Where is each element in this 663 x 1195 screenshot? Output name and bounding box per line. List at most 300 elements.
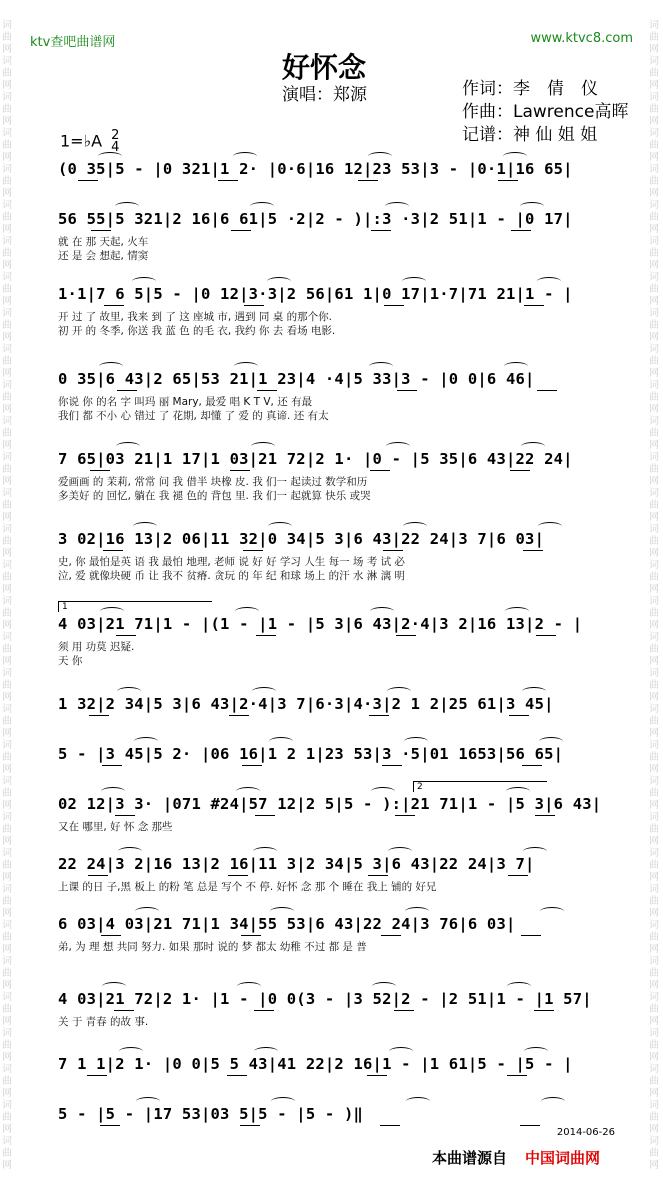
beam-underline bbox=[383, 550, 403, 551]
date-stamp: 2014-06-26 bbox=[556, 1127, 615, 1138]
watermark-glyph: 曲 bbox=[2, 788, 12, 799]
beam-underline bbox=[116, 635, 136, 636]
watermark-glyph: 网 bbox=[2, 548, 12, 559]
watermark-glyph: 曲 bbox=[649, 320, 659, 331]
beam-underline bbox=[256, 635, 276, 636]
slur-mark bbox=[267, 277, 291, 286]
watermark-glyph: 词 bbox=[2, 56, 12, 67]
watermark-glyph: 曲 bbox=[649, 536, 659, 547]
watermark-glyph: 网 bbox=[649, 1160, 659, 1171]
watermark-glyph: 网 bbox=[2, 1016, 12, 1027]
slur-mark bbox=[538, 522, 562, 531]
slur-mark bbox=[386, 442, 410, 451]
notation-line: 4 03|21 72|2 1· |1 - |0 0(3 - |3 52|2 - |2 51|1 - |1 57| bbox=[58, 990, 592, 1008]
watermark-glyph: 网 bbox=[2, 80, 12, 91]
notation-line: 4 03|21 71|1 - |(1 - |1 - |5 3|6 43|2·4|3 2|16 13|2 - | bbox=[58, 615, 583, 633]
watermark-glyph: 网 bbox=[2, 1160, 12, 1171]
watermark-glyph: 曲 bbox=[649, 32, 659, 43]
slur-mark bbox=[252, 687, 276, 696]
watermark-glyph: 曲 bbox=[649, 1004, 659, 1015]
notation-line: 22 24|3 2|16 13|2 16|11 3|2 34|5 3|6 43|22 24|3 7| bbox=[58, 855, 535, 873]
slur-mark bbox=[133, 522, 157, 531]
watermark-glyph: 曲 bbox=[2, 284, 12, 295]
watermark-glyph: 网 bbox=[649, 692, 659, 703]
watermark-glyph: 词 bbox=[2, 812, 12, 823]
beam-underline bbox=[396, 635, 416, 636]
beam-underline bbox=[498, 180, 518, 181]
slur-mark bbox=[136, 1097, 160, 1106]
beam-underline bbox=[371, 230, 391, 231]
beam-underline bbox=[254, 1010, 274, 1011]
watermark-glyph: 网 bbox=[649, 332, 659, 343]
watermark-glyph: 网 bbox=[649, 296, 659, 307]
watermark-glyph: 曲 bbox=[2, 176, 12, 187]
watermark-glyph: 曲 bbox=[2, 536, 12, 547]
slur-mark bbox=[388, 847, 412, 856]
watermark-glyph: 词 bbox=[2, 956, 12, 967]
watermark-glyph: 词 bbox=[2, 488, 12, 499]
watermark-glyph: 曲 bbox=[649, 176, 659, 187]
watermark-glyph: 曲 bbox=[649, 788, 659, 799]
watermark-glyph: 网 bbox=[2, 800, 12, 811]
watermark-glyph: 网 bbox=[2, 116, 12, 127]
watermark-glyph: 词 bbox=[649, 884, 659, 895]
watermark-glyph: 曲 bbox=[2, 1004, 12, 1015]
watermark-glyph: 曲 bbox=[649, 284, 659, 295]
watermark-glyph: 曲 bbox=[649, 1112, 659, 1123]
slur-mark bbox=[541, 1097, 565, 1106]
watermark-glyph: 网 bbox=[2, 404, 12, 415]
watermark-glyph: 网 bbox=[649, 152, 659, 163]
notation-line: 1 32|2 34|5 3|6 43|2·4|3 7|6·3|4·3|2 1 2|25 61|3 45| bbox=[58, 695, 554, 713]
watermark-glyph: 曲 bbox=[2, 464, 12, 475]
beam-underline bbox=[229, 715, 249, 716]
watermark-glyph: 网 bbox=[2, 296, 12, 307]
watermark-glyph: 曲 bbox=[649, 104, 659, 115]
watermark-glyph: 词 bbox=[649, 164, 659, 175]
watermark-glyph: 网 bbox=[2, 764, 12, 775]
watermark-glyph: 网 bbox=[649, 1052, 659, 1063]
beam-underline bbox=[507, 1075, 527, 1076]
slur-mark bbox=[403, 522, 427, 531]
beam-underline bbox=[368, 875, 388, 876]
watermark-glyph: 曲 bbox=[2, 392, 12, 403]
beam-underline bbox=[395, 815, 415, 816]
notation-line: (0 35|5 - |0 321|1 2· |0·6|16 12|23 53|3 - |0·1|16 65| bbox=[58, 160, 573, 178]
watermark-glyph: 词 bbox=[649, 740, 659, 751]
watermark-glyph: 网 bbox=[2, 980, 12, 991]
watermark-glyph: 词 bbox=[2, 1064, 12, 1075]
beam-underline bbox=[380, 1125, 400, 1126]
slur-mark bbox=[116, 442, 140, 451]
watermark-glyph: 曲 bbox=[649, 356, 659, 367]
watermark-glyph: 曲 bbox=[649, 824, 659, 835]
watermark-glyph: 网 bbox=[649, 440, 659, 451]
credits-block bbox=[462, 78, 628, 147]
slur-mark bbox=[372, 982, 396, 991]
watermark-glyph: 词 bbox=[649, 128, 659, 139]
watermark-glyph: 曲 bbox=[2, 68, 12, 79]
beam-underline bbox=[241, 935, 261, 936]
slur-mark bbox=[99, 362, 123, 371]
watermark-glyph: 词 bbox=[649, 92, 659, 103]
watermark-glyph: 词 bbox=[649, 560, 659, 571]
beam-underline bbox=[397, 390, 417, 391]
watermark-glyph: 词 bbox=[649, 200, 659, 211]
lyric-line: 还 是 会 想起, 情窦 bbox=[58, 250, 149, 262]
slur-mark bbox=[251, 442, 275, 451]
slur-mark bbox=[370, 607, 394, 616]
watermark-glyph: 曲 bbox=[649, 500, 659, 511]
watermark-glyph: 网 bbox=[649, 476, 659, 487]
notation-line: 7 1 1|2 1· |0 0|5 5 43|41 22|2 16|1 - |1 61|5 - |5 - | bbox=[58, 1055, 573, 1073]
slur-mark bbox=[406, 1097, 430, 1106]
watermark-glyph: 网 bbox=[2, 836, 12, 847]
beam-underline bbox=[510, 470, 530, 471]
watermark-glyph: 曲 bbox=[2, 824, 12, 835]
notation-line: 02 12|3 3· |071 #24|57 12|2 5|5 - ):|21 71|1 - |5 3|6 43| bbox=[58, 795, 602, 813]
beam-underline bbox=[117, 390, 137, 391]
watermark-glyph: 词 bbox=[2, 1136, 12, 1147]
site-watermark-left[interactable]: ktv查吧曲谱网 bbox=[30, 35, 116, 50]
watermark-glyph: 网 bbox=[649, 224, 659, 235]
watermark-glyph: 曲 bbox=[649, 896, 659, 907]
lyric-line: 开 过 了 故里, 我来 到 了 这 座城 市, 遇到 同 桌 的那个你. bbox=[58, 311, 332, 323]
beam-underline bbox=[522, 765, 542, 766]
beam-underline bbox=[78, 180, 98, 181]
slur-mark bbox=[503, 152, 527, 161]
slur-mark bbox=[387, 687, 411, 696]
watermark-glyph: 词 bbox=[2, 20, 12, 31]
beam-underline bbox=[90, 470, 110, 471]
time-denominator: 4 bbox=[111, 140, 120, 155]
beam-underline bbox=[88, 875, 108, 876]
beam-underline bbox=[511, 230, 531, 231]
watermark-glyph: 网 bbox=[649, 1016, 659, 1027]
key-signature bbox=[60, 130, 119, 154]
watermark-glyph: 词 bbox=[2, 704, 12, 715]
watermark-glyph: 网 bbox=[2, 260, 12, 271]
watermark-glyph: 词 bbox=[649, 776, 659, 787]
watermark-glyph: 网 bbox=[2, 728, 12, 739]
beam-underline bbox=[227, 1075, 247, 1076]
beam-underline bbox=[394, 1010, 414, 1011]
lyric-line: 天 你 bbox=[58, 655, 83, 667]
watermark-glyph: 网 bbox=[2, 656, 12, 667]
slur-mark bbox=[234, 362, 258, 371]
beam-underline bbox=[255, 815, 275, 816]
beam-underline bbox=[536, 635, 556, 636]
beam-underline bbox=[91, 230, 111, 231]
watermark-glyph: 曲 bbox=[2, 680, 12, 691]
watermark-glyph: 词 bbox=[2, 272, 12, 283]
slur-mark bbox=[118, 847, 142, 856]
slur-mark bbox=[236, 787, 260, 796]
watermark-glyph: 曲 bbox=[2, 248, 12, 259]
watermark-glyph: 词 bbox=[649, 452, 659, 463]
watermark-glyph: 曲 bbox=[2, 752, 12, 763]
watermark-glyph: 曲 bbox=[2, 32, 12, 43]
beam-underline bbox=[257, 390, 277, 391]
beam-underline bbox=[367, 1075, 387, 1076]
watermark-glyph: 词 bbox=[2, 344, 12, 355]
watermark-glyph: 曲 bbox=[2, 644, 12, 655]
watermark-glyph: 词 bbox=[649, 992, 659, 1003]
watermark-glyph: 曲 bbox=[2, 1040, 12, 1051]
watermark-glyph: 词 bbox=[649, 56, 659, 67]
watermark-glyph: 网 bbox=[2, 1124, 12, 1135]
beam-underline bbox=[218, 180, 238, 181]
watermark-glyph: 词 bbox=[649, 1064, 659, 1075]
beam-underline bbox=[102, 765, 122, 766]
slur-mark bbox=[253, 847, 277, 856]
watermark-glyph: 曲 bbox=[2, 932, 12, 943]
beam-underline bbox=[369, 715, 389, 716]
watermark-glyph: 词 bbox=[649, 632, 659, 643]
watermark-glyph: 曲 bbox=[2, 104, 12, 115]
watermark-glyph: 网 bbox=[2, 440, 12, 451]
watermark-glyph: 词 bbox=[649, 308, 659, 319]
slur-mark bbox=[523, 847, 547, 856]
watermark-glyph: 网 bbox=[649, 260, 659, 271]
time-signature bbox=[111, 130, 119, 154]
slur-mark bbox=[520, 202, 544, 211]
slur-mark bbox=[132, 277, 156, 286]
watermark-glyph: 曲 bbox=[2, 860, 12, 871]
slur-mark bbox=[271, 1097, 295, 1106]
watermark-glyph: 曲 bbox=[2, 140, 12, 151]
watermark-glyph: 曲 bbox=[2, 608, 12, 619]
composer-credit: 作曲：Lawrence高晖 bbox=[462, 102, 629, 122]
beam-underline bbox=[228, 875, 248, 876]
lyric-line: 弟, 为 理 想 共同 努力. 如果 那时 说的 梦 都太 幼稚 不过 都 是 普 bbox=[58, 941, 367, 953]
slur-mark bbox=[402, 277, 426, 286]
watermark-glyph: 曲 bbox=[2, 968, 12, 979]
beam-underline bbox=[115, 815, 135, 816]
slur-mark bbox=[135, 907, 159, 916]
watermark-glyph: 网 bbox=[2, 44, 12, 55]
watermark-glyph: 词 bbox=[2, 416, 12, 427]
beam-underline bbox=[508, 875, 528, 876]
watermark-glyph: 网 bbox=[649, 944, 659, 955]
watermark-glyph: 曲 bbox=[649, 608, 659, 619]
watermark-glyph: 词 bbox=[649, 344, 659, 355]
watermark-glyph: 网 bbox=[2, 368, 12, 379]
beam-underline bbox=[114, 1010, 134, 1011]
watermark-glyph: 网 bbox=[649, 836, 659, 847]
watermark-glyph: 词 bbox=[649, 956, 659, 967]
watermark-glyph: 词 bbox=[2, 1100, 12, 1111]
watermark-glyph: 网 bbox=[649, 116, 659, 127]
beam-underline bbox=[242, 765, 262, 766]
beam-underline bbox=[89, 715, 109, 716]
watermark-glyph: 网 bbox=[2, 476, 12, 487]
watermark-glyph: 网 bbox=[649, 512, 659, 523]
watermark-glyph: 词 bbox=[649, 596, 659, 607]
beam-underline bbox=[87, 1075, 107, 1076]
slur-mark bbox=[405, 907, 429, 916]
lyric-line: 你说 你 的名 字 叫玛 丽 Mary, 最爱 唱 K T V, 还 有最 bbox=[58, 396, 313, 408]
watermark-glyph: 网 bbox=[2, 332, 12, 343]
lyric-line: 须 用 功莫 迟疑. bbox=[58, 641, 135, 653]
watermark-glyph: 网 bbox=[649, 44, 659, 55]
watermark-glyph: 词 bbox=[2, 920, 12, 931]
watermark-glyph: 网 bbox=[649, 584, 659, 595]
slur-mark bbox=[371, 787, 395, 796]
slur-mark bbox=[389, 1047, 413, 1056]
watermark-glyph: 曲 bbox=[649, 1076, 659, 1087]
source-credit bbox=[432, 1147, 600, 1168]
watermark-glyph: 词 bbox=[649, 848, 659, 859]
slur-mark bbox=[235, 607, 259, 616]
watermark-glyph: 网 bbox=[2, 944, 12, 955]
notation-line: 0 35|6 43|2 65|53 21|1 23|4 ·4|5 33|3 - |0 0|6 46| bbox=[58, 370, 535, 388]
slur-mark bbox=[119, 1047, 143, 1056]
watermark-glyph: 网 bbox=[2, 152, 12, 163]
watermark-glyph: 网 bbox=[649, 656, 659, 667]
watermark-glyph: 网 bbox=[649, 404, 659, 415]
watermark-glyph: 曲 bbox=[2, 896, 12, 907]
beam-underline bbox=[370, 470, 390, 471]
lyric-line: 史, 你 最怕是英 语 我 最怕 地理, 老师 说 好 好 学习 人生 每一 场 考 试 必 bbox=[58, 556, 405, 568]
watermark-glyph: 网 bbox=[649, 728, 659, 739]
slur-mark bbox=[115, 202, 139, 211]
watermark-glyph: 曲 bbox=[649, 680, 659, 691]
watermark-glyph: 曲 bbox=[2, 320, 12, 331]
watermark-glyph: 词 bbox=[2, 740, 12, 751]
slur-mark bbox=[385, 202, 409, 211]
watermark-glyph: 词 bbox=[649, 236, 659, 247]
beam-underline bbox=[358, 180, 378, 181]
watermark-glyph: 词 bbox=[2, 128, 12, 139]
side-watermark-right bbox=[647, 20, 663, 1180]
watermark-glyph: 词 bbox=[649, 668, 659, 679]
notation-line: 5 - |5 - |17 53|03 5|5 - |5 - )‖ bbox=[58, 1105, 364, 1123]
slur-mark bbox=[524, 1047, 548, 1056]
watermark-glyph: 网 bbox=[2, 224, 12, 235]
beam-underline bbox=[101, 935, 121, 936]
beam-underline bbox=[104, 305, 124, 306]
beam-underline bbox=[230, 470, 250, 471]
beam-underline bbox=[537, 390, 557, 391]
lyric-line: 上课 的日 子,黑 板上 的粉 笔 总是 写个 不 停. 好怀 念 那 个 睡在 我上 铺的 好兄 bbox=[58, 881, 437, 893]
watermark-glyph: 词 bbox=[2, 992, 12, 1003]
watermark-glyph: 曲 bbox=[649, 932, 659, 943]
slur-mark bbox=[102, 982, 126, 991]
watermark-glyph: 词 bbox=[649, 488, 659, 499]
slur-mark bbox=[507, 982, 531, 991]
lyric-line: 多美好 的 回忆, 躺在 我 褪 色的 背包 里. 我 们一 起就算 快乐 或哭 bbox=[58, 490, 371, 502]
watermark-glyph: 曲 bbox=[649, 572, 659, 583]
watermark-glyph: 词 bbox=[2, 884, 12, 895]
slur-mark bbox=[539, 737, 563, 746]
watermark-glyph: 网 bbox=[2, 692, 12, 703]
beam-underline bbox=[100, 1125, 120, 1126]
notation-line: 6 03|4 03|21 71|1 34|55 53|6 43|22 24|3 76|6 03| bbox=[58, 915, 516, 933]
slur-mark bbox=[368, 152, 392, 161]
beam-underline bbox=[382, 765, 402, 766]
watermark-glyph: 词 bbox=[2, 1028, 12, 1039]
source-site-name[interactable]: 中国词曲网 bbox=[525, 1149, 601, 1167]
slur-mark bbox=[237, 982, 261, 991]
watermark-glyph: 曲 bbox=[649, 860, 659, 871]
slur-mark bbox=[522, 687, 546, 696]
beam-underline bbox=[244, 305, 264, 306]
slur-mark bbox=[270, 907, 294, 916]
watermark-glyph: 网 bbox=[649, 368, 659, 379]
beam-underline bbox=[520, 1125, 540, 1126]
watermark-glyph: 网 bbox=[649, 800, 659, 811]
watermark-glyph: 词 bbox=[2, 776, 12, 787]
watermark-glyph: 词 bbox=[2, 524, 12, 535]
watermark-glyph: 词 bbox=[2, 596, 12, 607]
source-label: 本曲谱源自 bbox=[432, 1149, 508, 1167]
watermark-glyph: 曲 bbox=[649, 752, 659, 763]
watermark-glyph: 词 bbox=[2, 848, 12, 859]
watermark-glyph: 网 bbox=[2, 1088, 12, 1099]
beam-underline bbox=[103, 550, 123, 551]
side-watermark-left bbox=[0, 20, 16, 1180]
beam-underline bbox=[535, 815, 555, 816]
slur-mark bbox=[101, 787, 125, 796]
second-ending-bracket: 2 bbox=[413, 781, 547, 792]
watermark-glyph: 曲 bbox=[2, 716, 12, 727]
lyricist-credit: 作词：李 倩 仪 bbox=[462, 79, 598, 99]
beam-underline bbox=[240, 1125, 260, 1126]
site-watermark-right[interactable]: www.ktvc8.com bbox=[530, 31, 633, 46]
watermark-glyph: 曲 bbox=[649, 392, 659, 403]
watermark-glyph: 曲 bbox=[2, 212, 12, 223]
beam-underline bbox=[231, 230, 251, 231]
watermark-glyph: 网 bbox=[649, 1124, 659, 1135]
singer-credit: 演唱：郑源 bbox=[282, 85, 367, 105]
watermark-glyph: 词 bbox=[2, 632, 12, 643]
slur-mark bbox=[540, 907, 564, 916]
transcriber-credit: 记谱：神 仙 姐 姐 bbox=[462, 125, 598, 145]
watermark-glyph: 网 bbox=[2, 872, 12, 883]
slur-mark bbox=[537, 277, 561, 286]
watermark-glyph: 网 bbox=[2, 512, 12, 523]
slur-mark bbox=[254, 1047, 278, 1056]
watermark-glyph: 网 bbox=[649, 872, 659, 883]
slur-mark bbox=[521, 442, 545, 451]
watermark-glyph: 词 bbox=[649, 524, 659, 535]
lyric-line: 爱画画 的 茉莉, 常常 问 我 借半 块橡 皮. 我 们一 起读过 数学和历 bbox=[58, 476, 368, 488]
beam-underline bbox=[384, 305, 404, 306]
watermark-glyph: 网 bbox=[649, 908, 659, 919]
beam-underline bbox=[523, 550, 543, 551]
beam-underline bbox=[243, 550, 263, 551]
watermark-glyph: 曲 bbox=[649, 716, 659, 727]
watermark-glyph: 曲 bbox=[649, 248, 659, 259]
watermark-glyph: 曲 bbox=[2, 572, 12, 583]
watermark-glyph: 网 bbox=[649, 548, 659, 559]
watermark-glyph: 曲 bbox=[649, 140, 659, 151]
watermark-glyph: 网 bbox=[2, 908, 12, 919]
time-numerator: 2 bbox=[111, 128, 120, 143]
slur-mark bbox=[369, 362, 393, 371]
watermark-glyph: 网 bbox=[2, 1052, 12, 1063]
watermark-glyph: 曲 bbox=[2, 1112, 12, 1123]
watermark-glyph: 词 bbox=[649, 1028, 659, 1039]
watermark-glyph: 词 bbox=[649, 704, 659, 715]
watermark-glyph: 词 bbox=[2, 92, 12, 103]
lyric-line: 泣, 爱 就像块硬 币 让 我不 贫瘠. 贪玩 的 年 纪 和球 场上 的汗 水 淋 漓 明 bbox=[58, 570, 405, 582]
watermark-glyph: 曲 bbox=[649, 464, 659, 475]
watermark-glyph: 曲 bbox=[649, 212, 659, 223]
lyric-line: 就 在 那 天起, 火车 bbox=[58, 236, 149, 248]
slur-mark bbox=[250, 202, 274, 211]
